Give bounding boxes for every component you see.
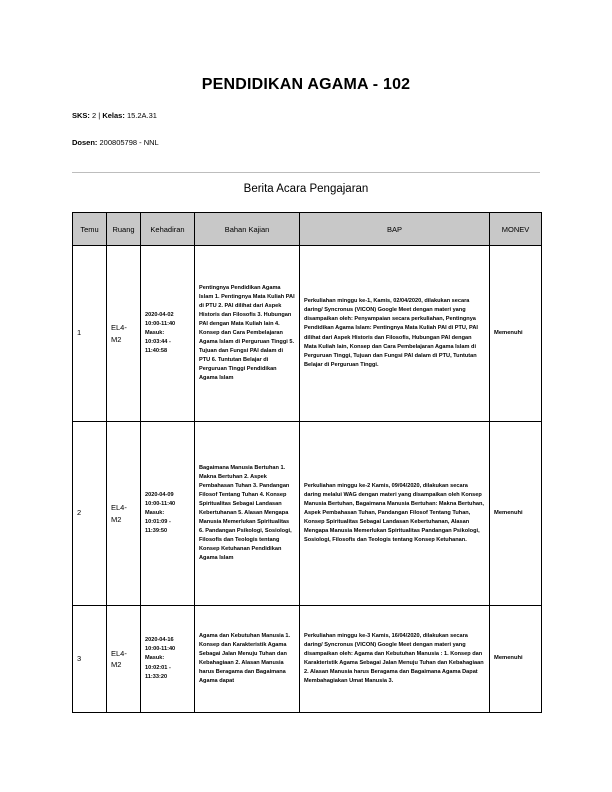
kehadiran-masuk: 10:03:44 - 11:40:58 <box>145 339 171 355</box>
class-info <box>72 111 157 120</box>
kehadiran-cell <box>141 422 195 606</box>
kehadiran-masuk: 10:02:01 - 11:33:20 <box>145 664 171 680</box>
header-ruang: Ruang <box>107 213 141 246</box>
temu-cell: 1 <box>73 246 107 422</box>
kelas-label: Kelas: <box>102 111 125 120</box>
monev-cell: Memenuhi <box>490 606 542 713</box>
lecturer-info <box>72 138 159 147</box>
bahan-kajian-cell: Pentingnya Pendidikan Agama Islam 1. Pentingnya Mata Kuliah PAI di PTU 2. PAI dilihat dari Aspek Historis dan Filosofis 3. Hubungan PAI dengan Mata Kuliah lain 4. Konsep dan Cara Pembelajaran Agama Islam di Perguruan Tinggi 5. Tujuan dan Fungsi PAI dalam di PTU 6. Tuntutan Belajar di Perguruan Tinggi Pendidikan Agama Islam <box>195 246 300 422</box>
ruang-cell: EL4-M2 <box>107 246 141 422</box>
sks-label: SKS: <box>72 111 90 120</box>
dosen-label: Dosen: <box>72 138 98 147</box>
kelas-value: 15.2A.31 <box>126 111 157 120</box>
kehadiran-masuk-label: Masuk: <box>145 655 165 662</box>
kehadiran-date: 2020-04-16 <box>145 637 174 644</box>
kehadiran-masuk: 10:01:09 - 11:39:50 <box>145 519 171 535</box>
bap-cell: Perkuliahan minggu ke-1, Kamis, 02/04/2020, dilakukan secara daring/ Syncronus (VICON) Google Meet dengan materi yang disampaikan oleh: Penyampaian secara perkuliahan, Pentingnya Pendidikan Agama Islam: Pentingnya Mata Kuliah PAI di PTU, PAI dilihat dari Aspek Historis dan Filosofis, Hubungan PAI dengan Mata Kuliah lain, Konsep dan Cara Pembelajaran Agama Islam di Perguruan Tinggi, Tujuan dan Fungsi PAI dalam di PTU, Tuntutan Belajar di Perguruan Tinggi. <box>300 246 490 422</box>
kehadiran-date: 2020-04-09 <box>145 491 174 498</box>
kehadiran-cell <box>141 606 195 713</box>
table-row <box>73 246 542 422</box>
header-monev: MONEV <box>490 213 542 246</box>
temu-cell: 2 <box>73 422 107 606</box>
section-title: Berita Acara Pengajaran <box>243 183 369 195</box>
sks-value: 2 <box>92 111 97 120</box>
page-title: PENDIDIKAN AGAMA - 102 <box>201 76 411 93</box>
table-header-row <box>73 213 542 246</box>
kehadiran-masuk-label: Masuk: <box>145 329 165 336</box>
header-kehadiran: Kehadiran <box>141 213 195 246</box>
divider <box>72 172 540 173</box>
bahan-kajian-cell: Agama dan Kebutuhan Manusia 1. Konsep dan Karakteristik Agama Sebagai Jalan Menuju Tuhan dan Kebahagiaan 2. Alasan Manusia harus Beragama dan Bagaimana Agama dapat <box>195 606 300 713</box>
kehadiran-time: 10:00-11:40 <box>145 646 176 653</box>
table-row <box>73 606 542 713</box>
teaching-record-table <box>72 212 542 713</box>
dosen-value: 200805798 - NNL <box>99 138 159 147</box>
kehadiran-masuk-label: Masuk: <box>145 509 165 516</box>
kehadiran-time: 10:00-11:40 <box>145 500 176 507</box>
ruang-cell: EL4-M2 <box>107 422 141 606</box>
header-bahan-kajian: Bahan Kajian <box>195 213 300 246</box>
monev-cell: Memenuhi <box>490 246 542 422</box>
kehadiran-date: 2020-04-02 <box>145 311 174 318</box>
temu-cell: 3 <box>73 606 107 713</box>
kehadiran-time: 10:00-11:40 <box>145 320 176 327</box>
monev-cell: Memenuhi <box>490 422 542 606</box>
ruang-cell: EL4-M2 <box>107 606 141 713</box>
bahan-kajian-cell: Bagaimana Manusia Bertuhan 1. Makna Bertuhan 2. Aspek Pembahasan Tuhan 3. Pandangan Filosof Tentang Tuhan 4. Konsep Spiritualitas Sebagai Landasan Kebertuhanan 5. Alasan Mengapa Manusia Memerlukan Spiritualitas 6. Pandangan Psikologi, Sosiologi, Filosofis dan Teologis tentang Konsep Ketuhanan Pendidikan Agama Islam <box>195 422 300 606</box>
meta-separator: | <box>98 111 101 120</box>
header-bap: BAP <box>300 213 490 246</box>
bap-cell: Perkuliahan minggu ke-2 Kamis, 09/04/2020, dilakukan secara daring melalui WAG dengan materi yang disampaikan oleh Konsep Manusia Bertuhan, Bagaimana Manusia Bertuhan: Makna Bertuhan, Aspek Pembahasan Tuhan, Pandangan Filosof Tentang Tuhan, Konsep Spiritualitas Sebagai Landasan Kebertuhanan, Alasan Mengapa Manusia Memerlukan Spiritualitas Pandangan Psikologi, Sosiologi, Filosofis dan Teologis tentang Konsep Ketuhanan. <box>300 422 490 606</box>
bap-cell: Perkuliahan minggu ke-3 Kamis, 16/04/2020, dilakukan secara daring/ Syncronus (VICON) Google Meet dengan materi yang disampaikan oleh: Agama dan Kebutuhan Manusia : 1. Konsep dan Karakteristik Agama Sebagai Jalan Menuju Tuhan dan Kebahagiaan 2. Alasan Manusia harus Beragama dan Bagaimana Agama Dapat Membahagiakan Umat Manusia 3. <box>300 606 490 713</box>
kehadiran-cell <box>141 246 195 422</box>
header-temu: Temu <box>73 213 107 246</box>
table-row <box>73 422 542 606</box>
